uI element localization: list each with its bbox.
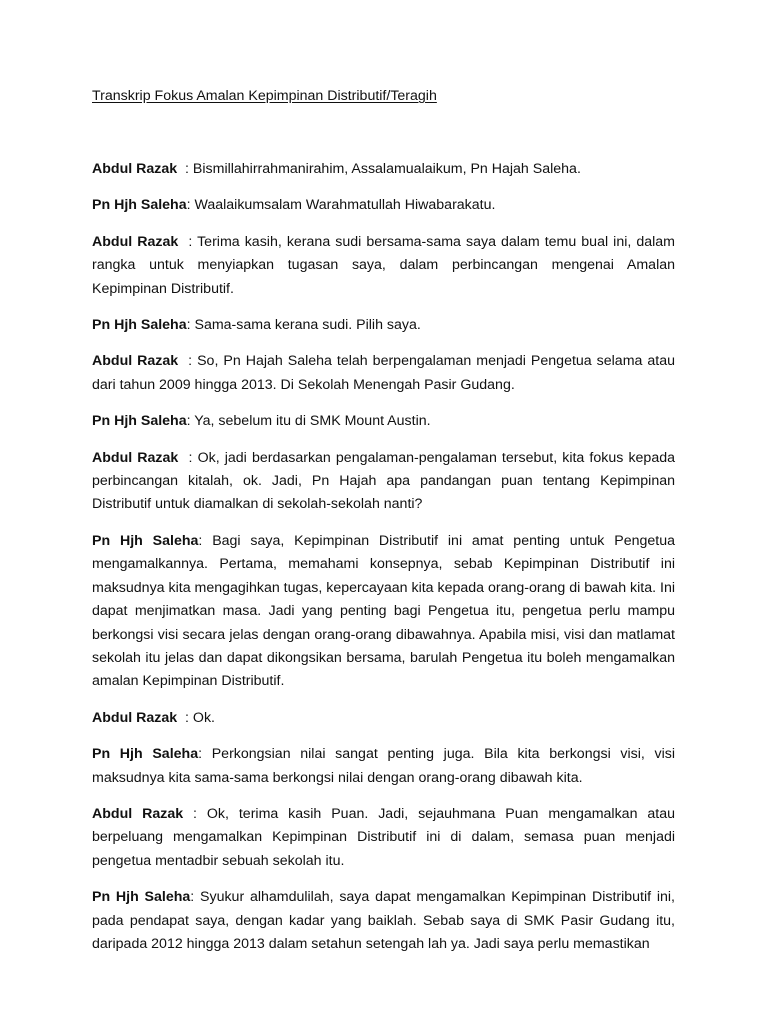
utterance-text: Syukur alhamdulilah, saya dapat mengamalkan Kepimpinan Distributif ini, pada pendapat saya, dengan kadar yang baiklah. Sebab saya di SMK Pasir Gudang itu, daripada 2012 hingga 2013 dalam setahun setengah lah ya. Jadi saya perlu memastikan [92, 889, 675, 952]
speaker-separator: : [198, 746, 212, 763]
speaker-name: Abdul Razak [92, 233, 179, 250]
speaker-name: Abdul Razak [92, 449, 179, 466]
speaker-separator: : [178, 353, 198, 370]
speaker-separator: : [177, 161, 193, 177]
speaker-separator: : [177, 709, 193, 726]
speaker-separator: : [178, 449, 198, 466]
transcript-turn [92, 231, 675, 301]
speaker-name: Abdul Razak [92, 161, 178, 177]
speaker-name: Pn Hjh Saleha [92, 532, 199, 549]
speaker-name: Pn Hjh Saleha [92, 746, 199, 763]
utterance-text: Ya, sebelum itu di SMK Mount Austin. [194, 413, 431, 430]
speaker-name: Abdul Razak [92, 805, 184, 822]
transcript-turn [92, 803, 675, 873]
speaker-separator: : [178, 233, 198, 250]
speaker-separator: : [190, 889, 201, 906]
utterance-text: Ok, terima kasih Puan. Jadi, sejauhmana Puan mengamalkan atau berpeluang mengamalkan Kepimpinan Distributif ini di dalam, semasa puan menjadi pengetua mentadbir sebuah sekolah itu. [92, 805, 675, 869]
speaker-separator: : [198, 532, 213, 549]
utterance-text: Bismillahirrahmanirahim, Assalamualaikum, Pn Hajah Saleha. [192, 161, 581, 177]
speaker-separator: : [183, 805, 207, 822]
transcript-turn [92, 314, 675, 337]
utterance-text: Ok, jadi berdasarkan pengalaman-pengalaman tersebut, kita fokus kepada perbincangan kitalah, ok. Jadi, Pn Hajah apa pandangan puan tentang Kepimpinan Distributif untuk diamalkan di sekolah-sekolah nanti? [92, 449, 675, 513]
utterance-text: Waalaikumsalam Warahmatullah Hiwabarakatu. [194, 197, 496, 214]
transcript-turn [92, 530, 675, 694]
utterance-text: Sama-sama kerana sudi. Pilih saya. [194, 317, 421, 334]
transcript-turn [92, 410, 675, 433]
utterance-text: Bagi saya, Kepimpinan Distributif ini amat penting untuk Pengetua mengamalkannya. Pertama, memahami konsepnya, sebab Kepimpinan Distributif ini maksudnya kita mengagihkan tugas, kepercayaan kita kepada orang-orang di bawah kita. Ini dapat menjimatkan masa. Jadi yang penting bagi Pengetua itu, pengetua perlu mampu berkongsi visi secara jelas dengan orang-orang dibawahnya. Apabila misi, visi dan matlamat sekolah itu jelas dan dapat dikongsikan bersama, barulah Pengetua itu boleh mengamalkan amalan Kepimpinan Distributif. [92, 532, 675, 690]
utterance-text: Ok. [192, 709, 215, 726]
speaker-name: Pn Hjh Saleha [92, 413, 187, 430]
speaker-name: Pn Hjh Saleha [92, 197, 187, 214]
speaker-separator: : [186, 197, 195, 214]
utterance-text: Perkongsian nilai sangat penting juga. Bila kita berkongsi visi, visi maksudnya kita sama-sama berkongsi nilai dengan orang-orang dibawah kita. [92, 746, 676, 786]
transcript-turn [92, 447, 675, 517]
transcript-turn [92, 158, 675, 181]
transcript-turn [92, 194, 675, 217]
document-title: Transkrip Fokus Amalan Kepimpinan Distributif/Teragih [92, 88, 437, 104]
speaker-separator: : [186, 317, 195, 334]
speaker-separator: : [186, 413, 195, 430]
speaker-name: Abdul Razak [92, 709, 178, 726]
transcript-turn [92, 707, 675, 730]
speaker-name: Pn Hjh Saleha [92, 889, 191, 906]
transcript-turn [92, 743, 675, 790]
transcript-turn [92, 886, 675, 956]
utterance-text: Terima kasih, kerana sudi bersama-sama saya dalam temu bual ini, dalam rangka untuk menyiapkan tugasan saya, dalam perbincangan mengenai Amalan Kepimpinan Distributif. [92, 233, 675, 297]
transcript-body [92, 158, 675, 956]
document-page [92, 86, 675, 969]
transcript-turn [92, 350, 675, 397]
speaker-name: Abdul Razak [92, 353, 179, 370]
speaker-name: Pn Hjh Saleha [92, 317, 187, 334]
utterance-text: So, Pn Hajah Saleha telah berpengalaman menjadi Pengetua selama atau dari tahun 2009 hingga 2013. Di Sekolah Menengah Pasir Gudang. [92, 353, 675, 393]
